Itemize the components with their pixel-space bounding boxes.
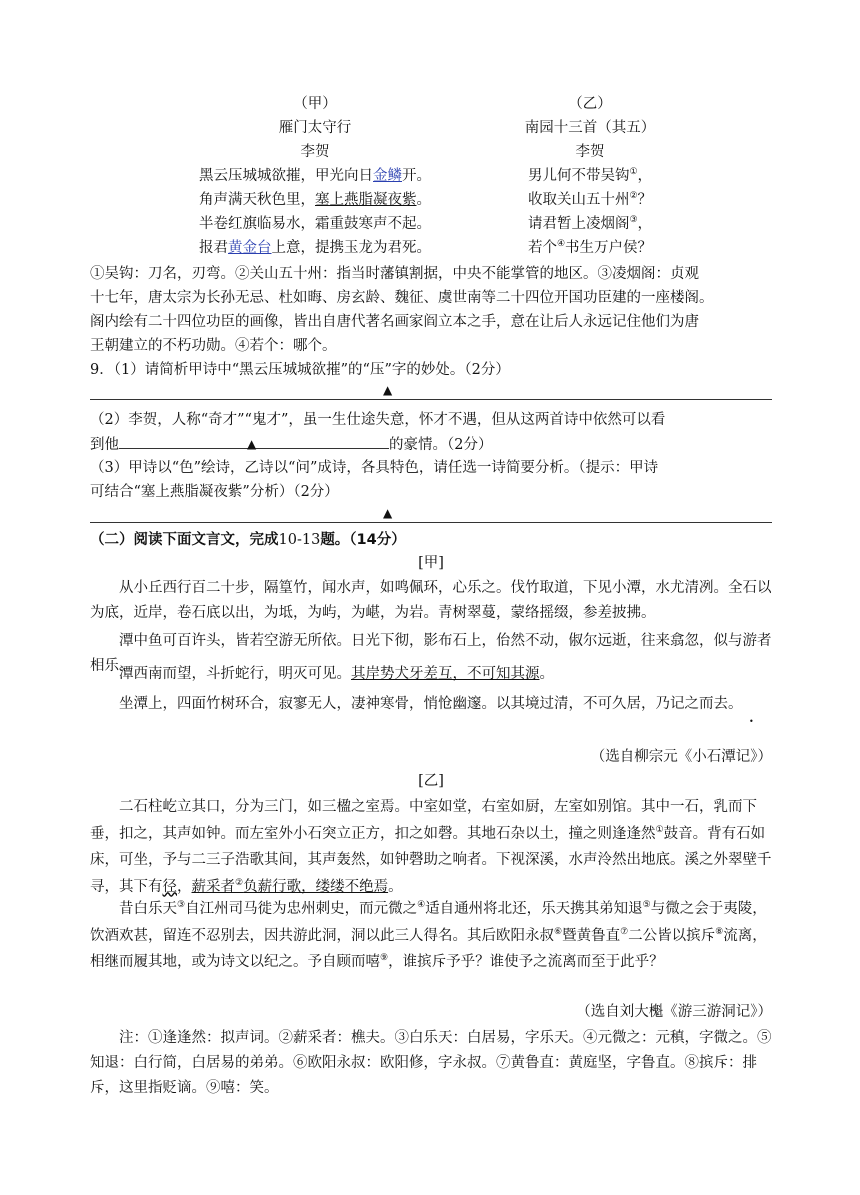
text: 请君暂上凌烟阁 xyxy=(527,216,630,232)
answer-line[interactable] xyxy=(90,522,772,523)
text: 报君 xyxy=(199,240,228,256)
passage-jia-p3 xyxy=(90,662,772,686)
note-line: 王朝建立的不朽功勋。④若个：哪个。 xyxy=(90,338,337,354)
underlined-sentence: 其岸势犬牙差互，不可知其源 xyxy=(351,666,540,682)
footnote-mark: ③ xyxy=(177,900,186,911)
text: 暨黄鲁直 xyxy=(562,927,621,944)
poem-jia xyxy=(150,92,480,260)
answer-marker: ▲ xyxy=(383,383,393,397)
answer-marker: ▲ xyxy=(247,437,257,451)
poem-jia-line1 xyxy=(150,164,480,188)
passage-yi-p1 xyxy=(90,794,772,900)
passage-yi-notes: 注：①逢逢然：拟声词。②薪采者：樵夫。③白乐天：白居易，字乐天。④元微之：元稹，字微之。⑤知退：白行简，白居易的弟弟。⑥欧阳永叔：欧阳修，字永叔。⑦黄鲁直：黄庭坚，字鲁直。⑧摈斥：排斥，这里指贬谪。⑨嘻：笑。 xyxy=(90,1030,772,1096)
text: 到他 xyxy=(90,437,119,453)
passage-jia-source: （选自柳宗元《小石潭记》） xyxy=(590,749,772,765)
poem-jia-line3: 半卷红旗临易水，霜重鼓寒声不起。 xyxy=(199,216,431,232)
answer-line[interactable] xyxy=(90,399,772,400)
text: 自江州司马徙为忠州刺史，而元微之 xyxy=(185,901,418,917)
text: 与微之会于夷陵，饮酒欢甚，留连不忍别去，因共游此洞，洞以此三人得名。其后欧阳永叔 xyxy=(90,901,767,944)
passage-jia-p2: 潭中鱼可百许头，皆若空游无所依。日光下彻，影布石上，佁然不动，俶尔远逝，往来翕忽，似与游者相乐。 xyxy=(90,633,772,674)
poem-notes xyxy=(90,262,772,358)
text: ，谁摈斥予乎？谁使予之流离而至于此乎？ xyxy=(388,954,664,970)
poem-jia-line2 xyxy=(150,188,480,212)
footnote-mark: ④ xyxy=(556,239,566,250)
text: 潭西南而望，斗折蛇行，明灭可见。 xyxy=(119,666,351,682)
footnote-mark: ⑨ xyxy=(380,953,389,964)
poem-jia-author: 李贺 xyxy=(300,144,330,160)
footnote-mark: ① xyxy=(655,824,664,835)
passage-jia-p1: 从小丘西行百二十步，隔篁竹，闻水声，如鸣佩环，心乐之。伐竹取道，下见小潭，水尤清冽。全石以为底，近岸，卷石底以出，为坻，为屿，为嵁，为岩。青树翠蔓，蒙络摇缀，参差披拂。 xyxy=(90,580,772,621)
text: 流离，相继而履其地，或为诗文以纪之。予自顾而嘻 xyxy=(90,927,767,970)
text: 。 xyxy=(539,666,554,682)
poem-yi-line3 xyxy=(490,212,690,236)
question-9-3 xyxy=(90,456,772,504)
text: （二）阅读下面文言文，完成 xyxy=(90,532,279,548)
note-line: ①吴钩：刀名，刃弯。②关山五十州：指当时藩镇割据，中央不能掌管的地区。③凌烟阁：贞观 xyxy=(90,266,699,282)
poem-yi-label: （乙） xyxy=(568,96,612,112)
text: 收取关山五十州 xyxy=(527,192,630,208)
poem-jia-line4 xyxy=(150,236,480,260)
passage-jia-p4 xyxy=(90,692,772,717)
question-9-2 xyxy=(90,408,772,457)
text: 10-13 xyxy=(278,532,321,548)
underlined-phrase: 塞上燕脂凝夜紫 xyxy=(315,192,417,208)
poem-yi-line4 xyxy=(490,236,690,260)
footnote-mark: ③ xyxy=(629,215,638,226)
text: 坐潭上，四面竹树环合，寂寥无人，凄神寒骨，悄怆幽邃。以其境过清，不可久居，乃记之而 xyxy=(119,696,714,712)
text: 若个 xyxy=(527,240,557,256)
huangjintai-link[interactable]: 黄金台 xyxy=(228,240,272,256)
wavy-char: 径 xyxy=(162,878,177,895)
text: 二石柱屹立其口，分为三门，如三楹之室焉。中室如堂，右室如厨，左室如别馆。其中一石，乳而下垂，扣之，其声如钟。而左室外小石突立正方，扣之如磬。其地石杂以土，撞之则逢逢然 xyxy=(90,799,757,842)
text: 黑云压城城欲摧，甲光向日 xyxy=(199,168,373,184)
text: 负薪行歌，缕缕不绝焉 xyxy=(243,878,389,895)
text: 男儿何不带吴钩 xyxy=(527,168,630,184)
poem-yi-title: 南园十三首（其五） xyxy=(524,120,656,136)
text: ， xyxy=(637,216,653,232)
footnote-mark: ⑤ xyxy=(642,900,651,911)
jinlin-link[interactable]: 金鳞 xyxy=(373,168,402,184)
note-line: 阁内绘有二十四位功臣的画像，皆出自唐代著名画家阎立本之手，意在让后人永远记住他们为唐 xyxy=(90,314,699,330)
text: 上意，提携玉龙为君死。 xyxy=(271,240,431,256)
poem-jia-title: 雁门太守行 xyxy=(278,120,352,136)
text: ， xyxy=(637,168,653,184)
section-2-heading xyxy=(90,528,772,552)
poem-yi xyxy=(490,92,690,260)
text: 。 xyxy=(728,696,743,712)
dotted-char: 去 • xyxy=(714,696,729,712)
text: 适自通州将北还，乐天携其弟知退 xyxy=(425,901,643,917)
passage-yi-source: （选自刘大櫆《游三游洞记》） xyxy=(576,1004,772,1020)
q3-line2: 可结合“塞上燕脂凝夜紫”分析）（2分） xyxy=(90,484,339,500)
footnote-mark: ⑦ xyxy=(620,926,629,937)
text: 角声满天秋色里， xyxy=(199,192,315,208)
q2-line1: （2）李贺，人称“奇才”“鬼才”，虽一生仕途失意，怀才不遇，但从这两首诗中依然可以看 xyxy=(90,412,666,428)
text: 二公皆以摈斥 xyxy=(628,927,716,944)
text: ， xyxy=(177,878,192,895)
passage-yi-label: [乙] xyxy=(418,773,444,789)
footnote-mark: ④ xyxy=(417,900,426,911)
question-9-1: 9．（1）请简析甲诗中“黑云压城城欲摧”的“压”字的妙处。（2分） xyxy=(90,362,510,378)
fill-blank[interactable] xyxy=(119,432,389,449)
footnote-mark: ② xyxy=(629,191,638,202)
note-line: 十七年，唐太宗为长孙无忌、杜如晦、房玄龄、魏征、虞世南等二十四位开国功臣建的一座楼阁。 xyxy=(90,290,714,306)
footnote-mark: ⑧ xyxy=(715,926,724,937)
poem-yi-line2 xyxy=(490,188,690,212)
text: 薪采者 xyxy=(191,878,235,895)
text: 的豪情。（2分） xyxy=(389,437,493,453)
text: ？ xyxy=(637,192,653,208)
footnote-mark: ⑥ xyxy=(554,926,563,937)
poem-jia-label: （甲） xyxy=(293,96,337,112)
text: 题。（14分） xyxy=(320,532,406,548)
text: 鼓音。背有石如床，可坐，予与二三子浩歌其间，其声轰然，如钟磬助之响者。下视深溪，水声泠然出地底。溪之外翠壁千寻，其下有 xyxy=(90,825,772,895)
passage-jia-label: [甲] xyxy=(418,555,444,571)
footnote-mark: ② xyxy=(235,877,244,888)
text: 昔白乐天 xyxy=(119,901,177,917)
footnote-mark: ① xyxy=(629,167,638,178)
answer-marker: ▲ xyxy=(383,506,393,520)
text: 开。 xyxy=(402,168,431,184)
passage-yi-p2 xyxy=(90,896,772,976)
q2-line2 xyxy=(90,432,772,457)
underlined-sentence xyxy=(192,879,389,895)
text: 。 xyxy=(416,192,431,208)
text: 。 xyxy=(388,878,403,895)
poem-yi-line1 xyxy=(490,164,690,188)
text: 书生万户侯？ xyxy=(565,240,653,256)
q3-line1: （3）甲诗以“色”绘诗，乙诗以“问”成诗，各具特色，请任选一诗简要分析。（提示：甲诗 xyxy=(90,460,659,476)
poem-yi-author: 李贺 xyxy=(575,144,605,160)
